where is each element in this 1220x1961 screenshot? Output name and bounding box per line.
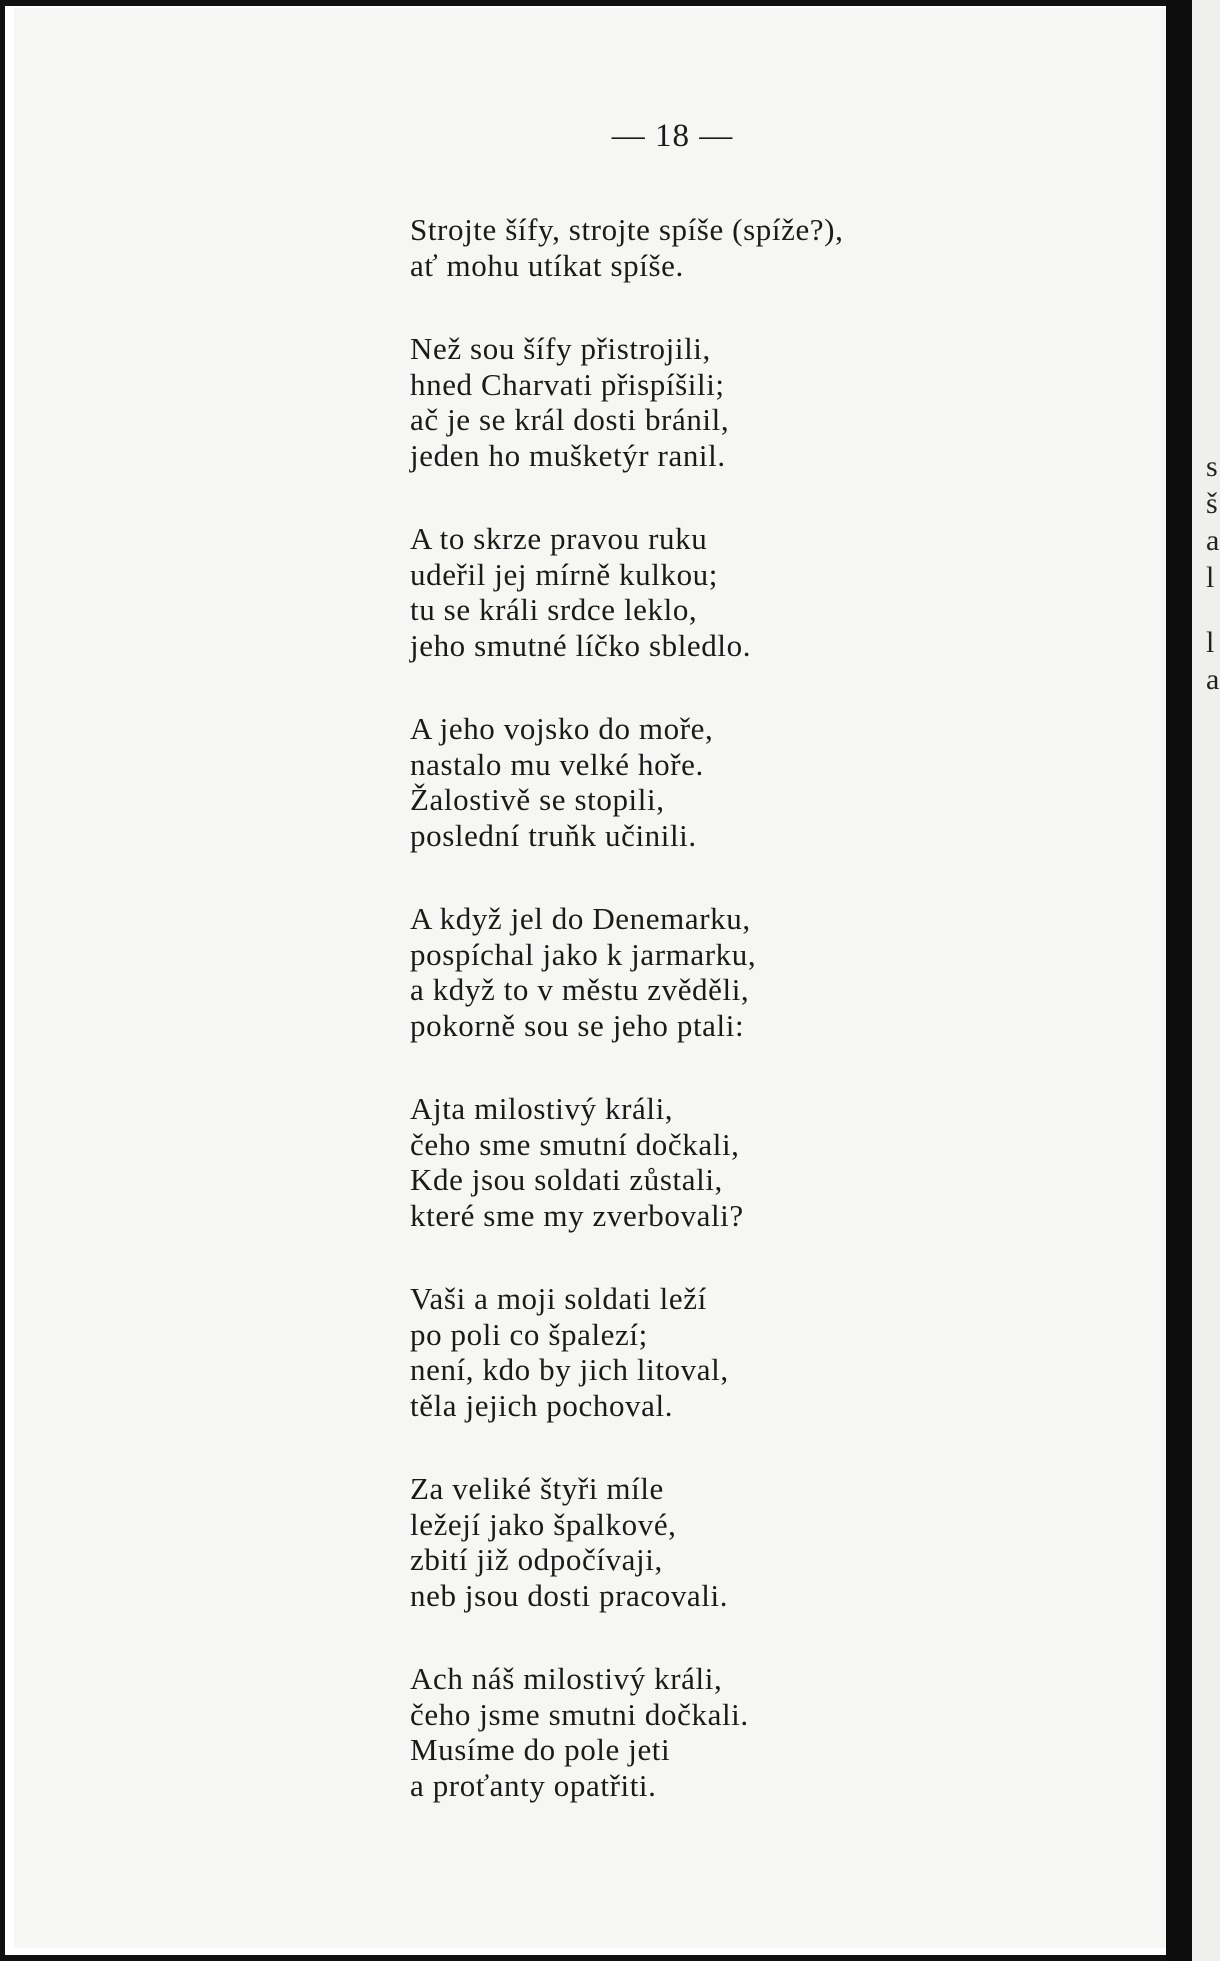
adjacent-page-edge: [1192, 0, 1220, 1961]
verse-line: těla jejich pochoval.: [410, 1387, 674, 1423]
verse-line: jeho smutné líčko sbledlo.: [410, 627, 752, 663]
verse-line: Strojte šífy, strojte spíše (spíže?),: [410, 212, 844, 247]
verse-line: neb jsou dosti pracovali.: [410, 1577, 729, 1613]
verse-line: Vaši a moji soldati leží: [410, 1281, 707, 1316]
verse-line: Ach náš milostivý králi,: [410, 1661, 723, 1696]
verse-line: ať mohu utíkat spíše.: [410, 247, 684, 283]
verse-line: tu se králi srdce leklo,: [410, 592, 698, 627]
verse-line: Musíme do pole jeti: [410, 1732, 671, 1767]
verse-line: jeden ho mušketýr ranil.: [410, 437, 726, 473]
verse-line: pospíchal jako k jarmarku,: [410, 936, 757, 972]
verse-line: nastalo mu velké hoře.: [410, 746, 704, 782]
verse-line: čeho jsme smutni dočkali.: [410, 1696, 749, 1732]
stanza: [410, 212, 950, 283]
adjacent-page-letter: l: [1206, 626, 1215, 659]
stanza: [410, 331, 950, 473]
stanza: [410, 521, 950, 663]
verse-line: Než sou šífy přistrojili,: [410, 331, 711, 366]
verse-line: A to skrze pravou ruku: [410, 521, 708, 556]
verse-line: a proťanty opatřiti.: [410, 1767, 657, 1803]
verse-line: Za veliké štyři míle: [410, 1471, 664, 1506]
poem-text: [410, 212, 950, 1851]
verse-line: Ajta milostivý králi,: [410, 1091, 674, 1126]
stanza: [410, 711, 950, 853]
verse-line: po poli co špalezí;: [410, 1316, 648, 1352]
stanza: [410, 901, 950, 1043]
verse-line: ač je se král dosti bránil,: [410, 402, 730, 437]
stanza: [410, 1281, 950, 1423]
verse-line: čeho sme smutní dočkali,: [410, 1126, 740, 1162]
verse-line: které sme my zverbovali?: [410, 1197, 744, 1233]
verse-line: ležejí jako špalkové,: [410, 1506, 677, 1542]
adjacent-page-letter: š: [1206, 487, 1218, 520]
verse-line: A když jel do Denemarku,: [410, 901, 751, 936]
adjacent-page-letter: s: [1206, 450, 1218, 483]
book-spine-shadow: [1166, 0, 1192, 1961]
page-number: — 18 —: [611, 118, 734, 154]
verse-line: A jeho vojsko do moře,: [410, 711, 714, 746]
verse-line: a když to v městu zvěděli,: [410, 972, 750, 1007]
stanza: [410, 1661, 950, 1803]
verse-line: udeřil jej mírně kulkou;: [410, 556, 718, 592]
verse-line: není, kdo by jich litoval,: [410, 1352, 729, 1387]
verse-line: Kde jsou soldati zůstali,: [410, 1162, 723, 1197]
adjacent-page-letter: a: [1206, 663, 1220, 696]
verse-line: pokorně sou se jeho ptali:: [410, 1007, 745, 1043]
verse-line: poslední truňk učinili.: [410, 817, 697, 853]
adjacent-page-letter: l: [1206, 561, 1215, 594]
stanza: [410, 1091, 950, 1233]
verse-line: Žalostivě se stopili,: [410, 782, 665, 817]
verse-line: zbití již odpočívaji,: [410, 1542, 663, 1577]
adjacent-page-letter: a: [1206, 524, 1220, 557]
stanza: [410, 1471, 950, 1613]
verse-line: hned Charvati přispíšili;: [410, 366, 725, 402]
